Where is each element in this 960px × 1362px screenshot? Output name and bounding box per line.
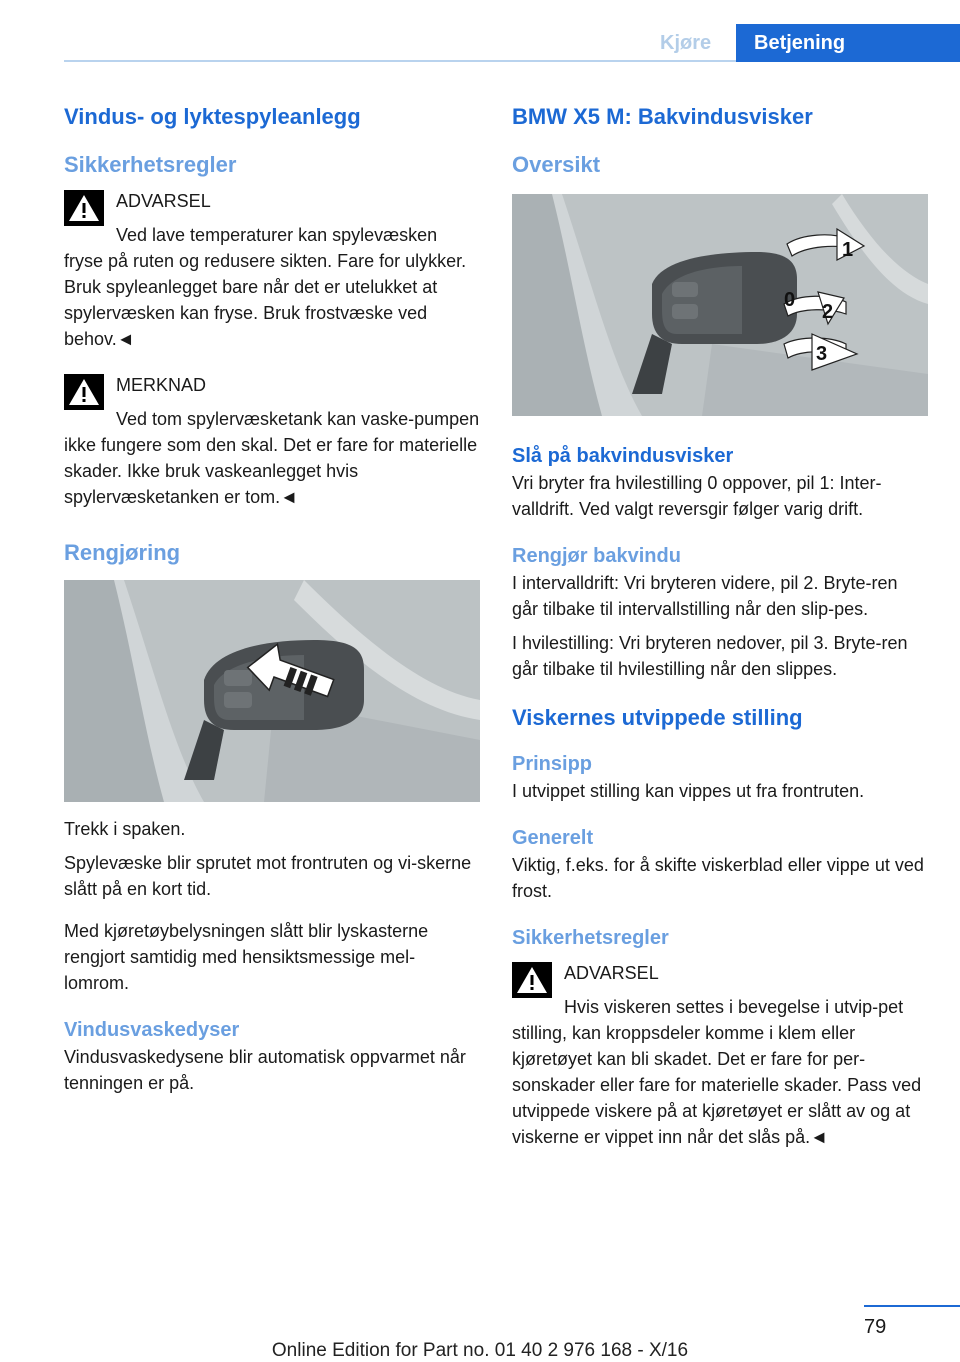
general-heading: Generelt xyxy=(512,827,594,849)
activate-text: Vri bryter fra hvilestilling 0 oppover, pil 1: Inter-valldrift. Ved valgt reversgir følger varig drift. xyxy=(512,473,882,519)
right-column xyxy=(512,96,928,1150)
principle-text: I utvippet stilling kan vippes ut fra frontruten. xyxy=(512,781,865,801)
section-title: Vindus- og lyktespyleanlegg xyxy=(64,104,361,129)
general-text: Viktig, f.eks. for å skifte viskerblad eller vippe ut ved frost. xyxy=(512,855,924,901)
washer-lever-image xyxy=(64,580,480,802)
warning-title-right: ADVARSEL xyxy=(564,963,659,983)
tab-kjore[interactable]: Kjøre xyxy=(660,32,712,54)
nozzles-text: Vindusvaskedysene blir automatisk oppvarmet når tenningen er på. xyxy=(64,1047,466,1093)
clean-rear-text-1: I intervalldrift: Vri bryteren videre, pil 2. Bryte-ren går tilbake til intervallstilling når den slip-pes. xyxy=(512,573,898,619)
warning-block-right xyxy=(512,960,928,1150)
page-number: 79 xyxy=(864,1316,887,1338)
cleaning-description: Spylevæske blir sprutet mot frontruten og vi-skerne slått på en kort tid. xyxy=(64,853,472,899)
warning-icon xyxy=(64,374,104,410)
clean-rear-text-2: I hvilestilling: Vri bryteren nedover, pil 3. Bryte-ren går tilbake til hvilestilling når den slippes. xyxy=(512,633,908,679)
fold-position-heading: Viskernes utvippede stilling xyxy=(512,705,803,730)
principle-heading: Prinsipp xyxy=(512,753,593,775)
safety-heading-right: Sikkerhetsregler xyxy=(512,927,669,949)
warning-block xyxy=(64,188,480,352)
nozzles-heading: Vindusvaskedyser xyxy=(64,1019,240,1041)
notice-block xyxy=(64,372,480,510)
clean-rear-heading: Rengjør bakvindu xyxy=(512,545,681,567)
header-rule xyxy=(64,60,736,62)
notice-title: MERKNAD xyxy=(116,375,207,395)
safety-heading: Sikkerhetsregler xyxy=(64,152,237,177)
tab-betjening[interactable]: Betjening xyxy=(736,24,960,62)
warning-text-right: Hvis viskeren settes i bevegelse i utvip-pet stilling, kan kroppsdeler komme i klem eller kjøretøyet kan bli skadet. Det er fare for per-sonskader eller fare for materielle skader. Pass ved utvippede viskere på at kjøretøyet er slått av og at viskerne er vippet inn når det slås på.◄ xyxy=(512,997,922,1147)
activate-heading: Slå på bakvindusvisker xyxy=(512,445,734,467)
overview-heading: Oversikt xyxy=(512,152,601,177)
footer-edition: Online Edition for Part no. 01 40 2 976 168 - X/16 xyxy=(271,1340,689,1361)
position-label-0: 0 xyxy=(784,289,796,311)
cleaning-step: Trekk i spaken. xyxy=(64,819,186,839)
arrow-label-1: 1 xyxy=(842,239,854,261)
rear-wiper-title: BMW X5 M: Bakvindusvisker xyxy=(512,104,813,129)
left-column xyxy=(64,96,480,1096)
warning-text: Ved lave temperaturer kan spylevæsken fryse på ruten og redusere sikten. Fare for ulykker. Bruk spyleanlegget bare når det er utelukket at spylervæsken kan fryse. Bruk frostvæske ved behov.◄ xyxy=(64,225,467,349)
arrow-label-3: 3 xyxy=(816,343,828,365)
warning-title: ADVARSEL xyxy=(116,191,211,211)
notice-text: Ved tom spylervæsketank kan vaske-pumpen ikke fungere som den skal. Det er fare for materielle skader. Ikke bruk vaskeanlegget hvis spylervæsketanken er tom.◄ xyxy=(64,409,480,507)
warning-icon xyxy=(64,190,104,226)
headlight-cleaning-text: Med kjøretøybelysningen slått blir lyskasterne rengjort samtidig med hensiktsmessige mel-lomrom. xyxy=(64,921,429,993)
rear-wiper-switch-image xyxy=(512,194,928,416)
arrow-label-2: 2 xyxy=(822,301,834,323)
warning-icon xyxy=(512,962,552,998)
cleaning-heading: Rengjøring xyxy=(64,540,181,565)
page-number-rule xyxy=(864,1305,960,1307)
